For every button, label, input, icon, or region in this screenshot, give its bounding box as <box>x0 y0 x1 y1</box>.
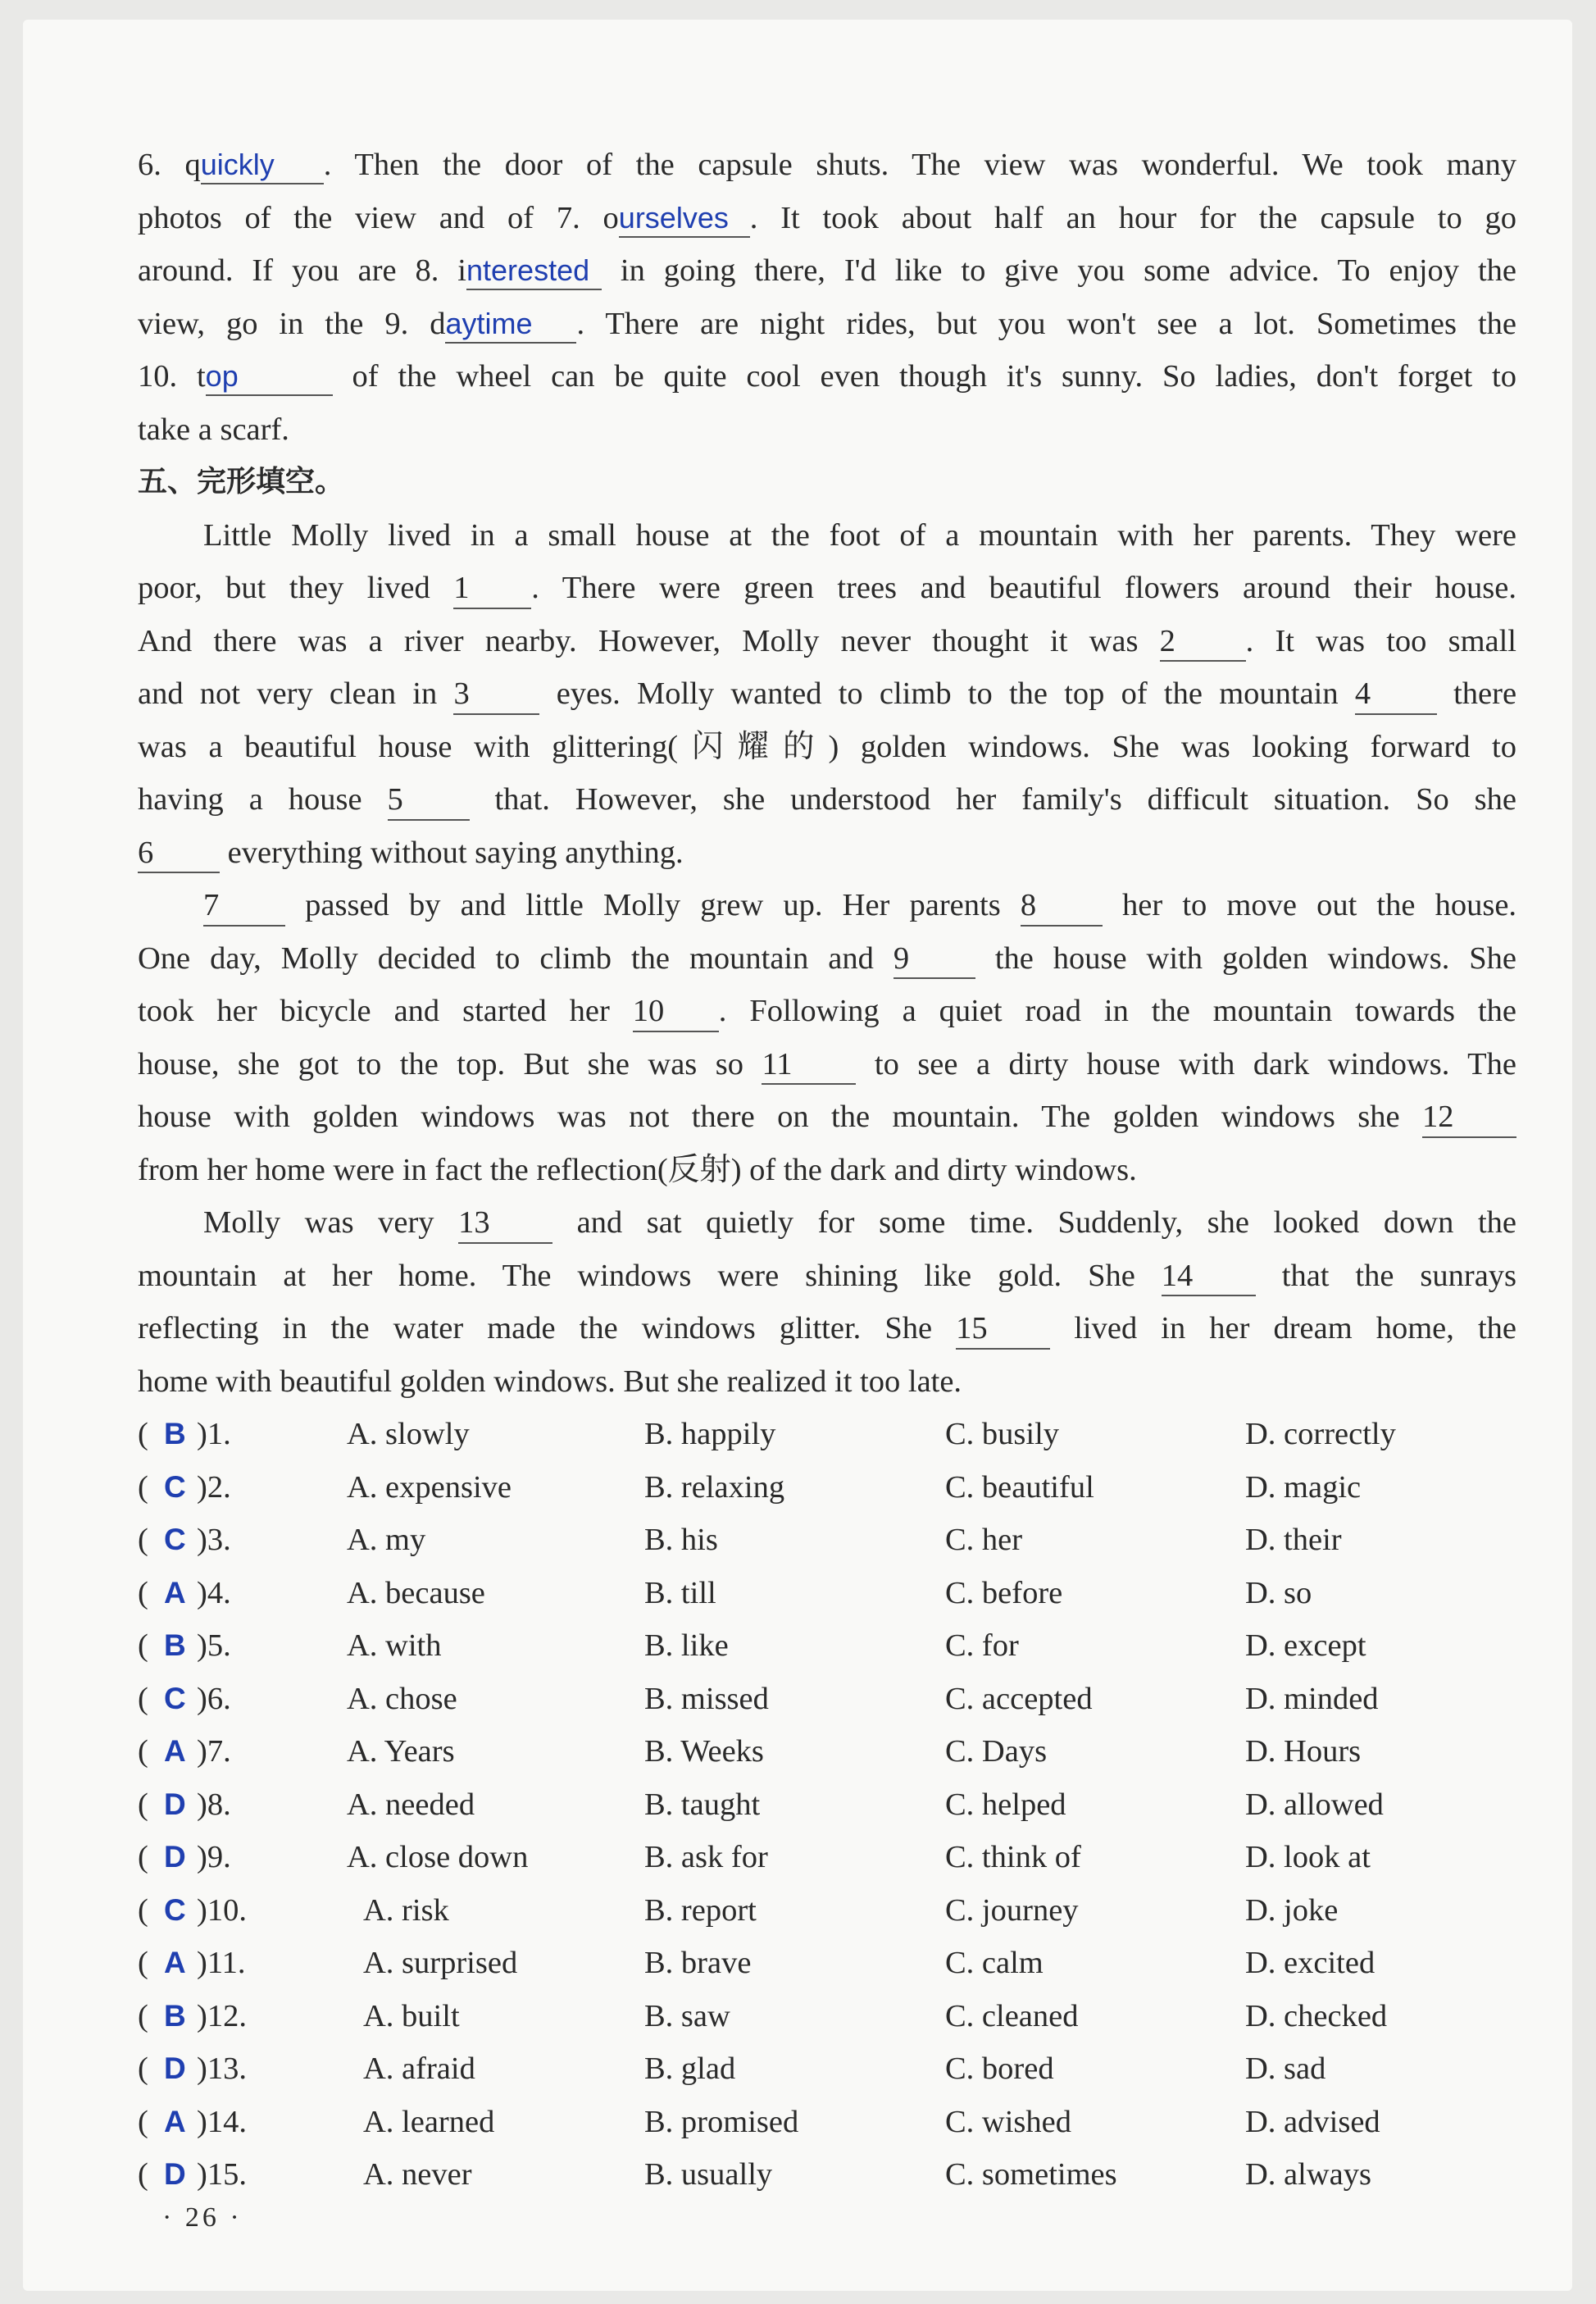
answer-choice[interactable]: A <box>164 1734 186 1768</box>
cloze-line: reflecting in the water made the windows glitter. She 15 lived in her dream home, the <box>138 1302 1516 1355</box>
option-a[interactable]: A. built <box>363 1998 460 2033</box>
option-d[interactable]: D. advised <box>1245 2104 1380 2139</box>
question-row <box>138 2042 1516 2096</box>
option-d[interactable]: D. excited <box>1245 1946 1375 1980</box>
option-c[interactable]: C. for <box>945 1628 1019 1663</box>
option-d[interactable]: D. their <box>1245 1523 1342 1557</box>
paren-open: ( <box>138 1946 148 1980</box>
option-a[interactable]: A. needed <box>347 1787 475 1822</box>
option-a[interactable]: A. because <box>347 1575 485 1610</box>
paren-open: ( <box>138 2051 148 2086</box>
cloze-line: Little Molly lived in a small house at the foot of a mountain with her parents. They were <box>203 517 1516 553</box>
option-d[interactable]: D. minded <box>1245 1681 1379 1716</box>
paren-open: ( <box>138 1417 148 1451</box>
question-number: )3. <box>197 1523 231 1557</box>
question-row <box>138 1725 1516 1778</box>
cloze-line: 7 passed by and little Molly grew up. Her parents 8 her to move out the house. <box>138 879 1516 932</box>
cloze-line: Molly was very 13 and sat quietly for some time. Suddenly, she looked down the <box>138 1196 1516 1250</box>
option-c[interactable]: C. calm <box>945 1946 1044 1980</box>
question-row <box>138 1514 1516 1567</box>
option-c[interactable]: C. before <box>945 1575 1063 1610</box>
option-b[interactable]: B. missed <box>644 1681 769 1716</box>
paren-open: ( <box>138 1469 148 1505</box>
option-c[interactable]: C. cleaned <box>945 1998 1079 2033</box>
option-c[interactable]: C. beautiful <box>945 1469 1094 1505</box>
answer-choice[interactable]: B <box>164 1417 186 1450</box>
paren-open: ( <box>138 1840 148 1874</box>
cloze-line: having a house 5 that. However, she understood her family's difficult situation. So she <box>138 773 1516 826</box>
paren-open: ( <box>138 2104 148 2139</box>
option-b[interactable]: B. report <box>644 1892 757 1928</box>
cloze-blank-15[interactable]: 15 <box>956 1313 1050 1350</box>
cloze-blank-9[interactable]: 9 <box>893 943 975 980</box>
option-a[interactable]: A. with <box>347 1628 442 1663</box>
option-c[interactable]: C. accepted <box>945 1681 1093 1716</box>
option-d[interactable]: D. checked <box>1245 1998 1388 2033</box>
question-row <box>138 1884 1516 1937</box>
cloze-line: house, she got to the top. But she was so 11 to see a dirty house with dark windows. The <box>138 1038 1516 1091</box>
option-b[interactable]: B. usually <box>644 2157 773 2192</box>
option-d[interactable]: D. sad <box>1245 2051 1326 2086</box>
answer-choice[interactable]: A <box>164 1946 186 1979</box>
passage-line: photos of the view and of 7. ourselves . It took about half an hour for the capsule to go <box>138 192 1516 245</box>
option-d[interactable]: D. so <box>1245 1575 1312 1610</box>
question-row <box>138 1990 1516 2043</box>
question-number: )8. <box>197 1787 231 1822</box>
question-number: )12. <box>197 1998 247 2033</box>
paren-open: ( <box>138 1998 148 2033</box>
section-heading: 五、完形填空。 <box>138 465 345 499</box>
cloze-blank-10[interactable]: 10 <box>633 995 719 1032</box>
question-number: )2. <box>197 1469 231 1505</box>
paren-open: ( <box>138 1787 148 1822</box>
page-number: · 26 · <box>162 2202 243 2233</box>
question-number: )11. <box>197 1946 246 1980</box>
answer-choice[interactable]: C <box>164 1681 186 1715</box>
option-a[interactable]: A. expensive <box>347 1469 512 1505</box>
option-a[interactable]: A. chose <box>347 1681 457 1716</box>
answer-blank-6[interactable]: uickly <box>201 150 324 184</box>
option-d[interactable]: D. allowed <box>1245 1787 1384 1822</box>
passage-line: view, go in the 9. daytime . There are night rides, but you won't see a lot. Sometimes the <box>138 298 1516 351</box>
question-number: )6. <box>197 1681 231 1716</box>
option-d[interactable]: D. correctly <box>1245 1417 1396 1451</box>
option-a[interactable]: A. Years <box>347 1734 455 1769</box>
option-c[interactable]: C. helped <box>945 1787 1066 1822</box>
cloze-line: from her home were in fact the reflection(反射) of the dark and dirty windows. <box>138 1152 1137 1187</box>
answer-choice[interactable]: B <box>164 1628 186 1662</box>
option-b[interactable]: B. happily <box>644 1417 776 1451</box>
paren-open: ( <box>138 1681 148 1716</box>
paren-open: ( <box>138 2157 148 2192</box>
option-b[interactable]: B. his <box>644 1523 718 1557</box>
cloze-line: poor, but they lived 1 . There were green trees and beautiful flowers around their house. <box>138 562 1516 615</box>
option-a[interactable]: A. my <box>347 1523 426 1557</box>
question-number: )14. <box>197 2104 247 2139</box>
question-row <box>138 1567 1516 1620</box>
option-b[interactable]: B. Weeks <box>644 1734 764 1769</box>
question-row <box>138 1673 1516 1726</box>
paren-open: ( <box>138 1734 148 1769</box>
question-list <box>138 1408 1516 2202</box>
paren-open: ( <box>138 1575 148 1610</box>
answer-choice[interactable]: C <box>164 1469 186 1504</box>
cloze-line: and not very clean in 3 eyes. Molly wanted to climb to the top of the mountain 4 there <box>138 667 1516 721</box>
cloze-blank-13[interactable]: 13 <box>458 1207 552 1244</box>
cloze-blank-3[interactable]: 3 <box>453 678 539 715</box>
answer-choice[interactable]: A <box>164 2104 186 2138</box>
question-number: )9. <box>197 1840 231 1874</box>
option-c[interactable]: C. think of <box>945 1840 1081 1874</box>
question-row <box>138 2148 1516 2202</box>
option-b[interactable]: B. relaxing <box>644 1469 785 1505</box>
passage-line: take a scarf. <box>138 412 289 447</box>
answer-choice[interactable]: B <box>164 1998 186 2033</box>
option-d[interactable]: D. Hours <box>1245 1734 1362 1769</box>
option-b[interactable]: B. till <box>644 1575 716 1610</box>
cloze-line: house with golden windows was not there on the mountain. The golden windows she 12 <box>138 1091 1516 1144</box>
option-b[interactable]: B. ask for <box>644 1840 768 1874</box>
option-d[interactable]: D. magic <box>1245 1469 1362 1505</box>
question-number: )10. <box>197 1892 247 1928</box>
cloze-blank-12[interactable]: 12 <box>1422 1101 1516 1138</box>
cloze-line: One day, Molly decided to climb the mountain and 9 the house with golden windows. She <box>138 932 1516 986</box>
question-row <box>138 1937 1516 1990</box>
answer-choice[interactable]: D <box>164 2051 186 2085</box>
cloze-blank-4[interactable]: 4 <box>1355 678 1437 715</box>
option-c[interactable]: C. sometimes <box>945 2157 1117 2192</box>
question-row <box>138 1619 1516 1673</box>
cloze-line: was a beautiful house with glittering(闪耀的) golden windows. She was looking forward to <box>138 729 1516 764</box>
question-number: )7. <box>197 1734 231 1769</box>
option-a[interactable]: A. risk <box>363 1892 449 1928</box>
cloze-line: 6 everything without saying anything. <box>138 826 1516 880</box>
question-number: )5. <box>197 1628 231 1663</box>
document-page <box>23 20 1572 2291</box>
cloze-blank-2[interactable]: 2 <box>1160 626 1246 663</box>
option-a[interactable]: A. afraid <box>363 2051 475 2086</box>
question-row <box>138 1461 1516 1514</box>
paren-open: ( <box>138 1892 148 1928</box>
answer-blank-8[interactable]: nterested <box>466 256 602 290</box>
question-number: )4. <box>197 1575 231 1610</box>
cloze-blank-8[interactable]: 8 <box>1021 890 1103 927</box>
option-a[interactable]: A. slowly <box>347 1417 470 1451</box>
paren-open: ( <box>138 1523 148 1557</box>
cloze-line: home with beautiful golden windows. But she realized it too late. <box>138 1364 962 1399</box>
question-number: )1. <box>197 1417 231 1451</box>
option-d[interactable]: D. always <box>1245 2157 1371 2192</box>
cloze-blank-1[interactable]: 1 <box>453 572 531 609</box>
cloze-blank-14[interactable]: 14 <box>1162 1260 1256 1297</box>
answer-blank-9[interactable]: aytime <box>445 309 576 344</box>
passage-line: 6. quickly . Then the door of the capsule shuts. The view was wonderful. We took many <box>138 139 1516 192</box>
option-b[interactable]: B. promised <box>644 2104 799 2139</box>
option-a[interactable]: A. close down <box>347 1840 529 1874</box>
question-number: )15. <box>197 2157 247 2192</box>
question-row <box>138 1408 1516 1461</box>
question-number: )13. <box>197 2051 247 2086</box>
option-d[interactable]: D. except <box>1245 1628 1366 1663</box>
cloze-line: And there was a river nearby. However, Molly never thought it was 2 . It was too small <box>138 615 1516 668</box>
question-row <box>138 2096 1516 2149</box>
option-c[interactable]: C. bored <box>945 2051 1054 2086</box>
question-row <box>138 1831 1516 1884</box>
option-b[interactable]: B. like <box>644 1628 729 1663</box>
answer-choice[interactable]: C <box>164 1523 186 1556</box>
cloze-blank-5[interactable]: 5 <box>388 784 470 821</box>
option-b[interactable]: B. brave <box>644 1946 752 1980</box>
option-c[interactable]: C. her <box>945 1523 1023 1557</box>
passage-line: 10. top of the wheel can be quite cool even though it's sunny. So ladies, don't forget to <box>138 350 1516 403</box>
cloze-blank-6[interactable]: 6 <box>138 837 220 874</box>
option-b[interactable]: B. saw <box>644 1998 730 2033</box>
answer-blank-7[interactable]: urselves <box>619 203 750 238</box>
option-b[interactable]: B. taught <box>644 1787 761 1822</box>
option-c[interactable]: C. journey <box>945 1892 1079 1928</box>
option-c[interactable]: C. Days <box>945 1734 1048 1769</box>
option-c[interactable]: C. busily <box>945 1417 1060 1451</box>
question-row <box>138 1778 1516 1832</box>
cloze-line: mountain at her home. The windows were shining like gold. She 14 that the sunrays <box>138 1250 1516 1303</box>
option-a[interactable]: A. learned <box>363 2104 495 2139</box>
cloze-blank-7[interactable]: 7 <box>203 890 285 927</box>
cloze-line: took her bicycle and started her 10 . Following a quiet road in the mountain towards the <box>138 985 1516 1038</box>
option-b[interactable]: B. glad <box>644 2051 736 2086</box>
option-a[interactable]: A. never <box>363 2157 472 2192</box>
answer-choice[interactable]: A <box>164 1575 186 1610</box>
passage-line: around. If you are 8. interested in going there, I'd like to give you some advice. To enjoy the <box>138 244 1516 298</box>
answer-choice[interactable]: C <box>164 1892 186 1927</box>
option-a[interactable]: A. surprised <box>363 1946 518 1980</box>
answer-choice[interactable]: D <box>164 1840 186 1874</box>
paren-open: ( <box>138 1628 148 1663</box>
answer-choice[interactable]: D <box>164 1787 186 1821</box>
answer-blank-10[interactable]: op <box>206 362 333 396</box>
option-d[interactable]: D. joke <box>1245 1892 1339 1928</box>
page-content <box>138 139 1516 2202</box>
cloze-blank-11[interactable]: 11 <box>762 1049 856 1086</box>
answer-choice[interactable]: D <box>164 2157 186 2191</box>
option-c[interactable]: C. wished <box>945 2104 1071 2139</box>
option-d[interactable]: D. look at <box>1245 1840 1371 1874</box>
